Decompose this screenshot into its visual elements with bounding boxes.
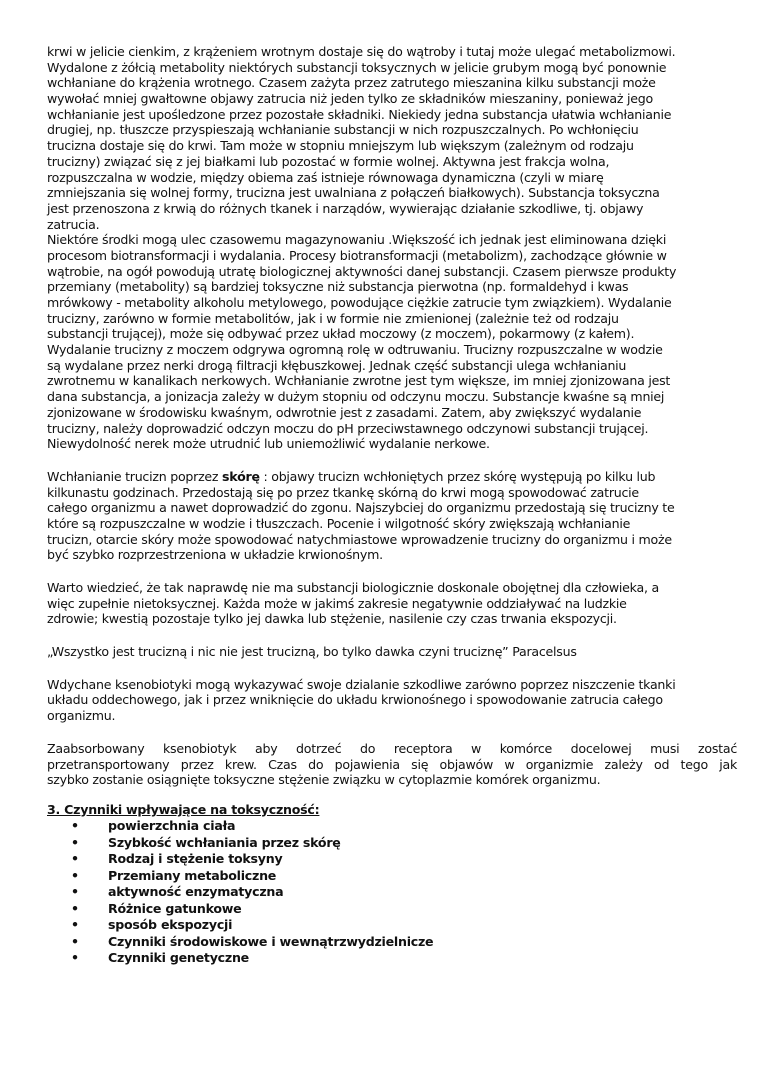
text-line: wątrobie, na ogół powodują utratę biologicznej aktywności danej substancji. Czasem pierwsze produkty	[47, 263, 677, 279]
text-line: układu oddechowego, jak i przez wniknięcie do układu krwionośnego i spowodowanie zatrucia całego	[47, 692, 663, 708]
text-line: wchłaniane do krążenia wrotnego. Czasem zażyta przez zatrutego mieszanina kilku substancji może	[47, 75, 656, 91]
text-line: rozpuszczalna w wodzie, między obiema zaś istnieje równowaga dynamiczna (czyli w miarę	[47, 169, 604, 185]
paragraph-transport	[47, 741, 737, 788]
list-item	[47, 868, 737, 885]
text-line: dana substancja, a jonizacja zależy w dużym stopniu od odczynu moczu. Substancje kwaśne są mniej	[47, 389, 665, 405]
text-line: zjonizowane w środowisku kwaśnym, odwrotnie jest z zasadami. Zatem, aby zwiększyć wydalanie	[47, 404, 642, 420]
text-line: mrówkowy - metabolity alkoholu metylowego, powodujące ciężkie zatrucie tym związkiem). Wydalanie	[47, 295, 672, 310]
bullet-icon: •	[71, 818, 79, 834]
list-item	[47, 835, 737, 852]
factors-list	[47, 818, 737, 967]
paragraph-absorption	[47, 44, 737, 232]
text-line: szybko zostanie osiągnięte toksyczne stężenie związku w cytoplazmie komórek organizmu.	[47, 772, 601, 788]
list-item	[47, 818, 737, 835]
text-line: trucizna dostaje się do krwi. Tam może w stopniu mniejszym lub większym (zależnym od rodzaju	[47, 138, 634, 154]
bullet-icon: •	[71, 950, 79, 966]
text-line: Warto wiedzieć, że tak naprawdę nie ma substancji biologicznie doskonale obojętnej dla człowieka, a	[47, 580, 659, 595]
text-line: krwi w jelicie cienkim, z krążeniem wrotnym dostaje się do wątroby i tutaj może ulegać metabolizmowi.	[47, 44, 676, 59]
text-line: substancji trującej), może się odbywać przez układ moczowy (z moczem), pokarmowy (z kałem).	[47, 326, 635, 342]
text-line: Wydalone z żółcią metabolity niektórych substancji toksycznych w jelicie grubym mogą być ponownie	[47, 59, 667, 75]
bullet-icon: •	[71, 867, 79, 883]
text-line: zmniejszania się wolnej formy, trucizna jest uwalniana z połączeń białkowych). Substancja toksyczna	[47, 185, 660, 201]
bullet-icon: •	[71, 851, 79, 867]
text: : objawy trucizn wchłoniętych przez skórę występują po kilku lub	[259, 468, 656, 484]
text-line: Niewydolność nerek może utrudnić lub uniemożliwić wydalanie nerkowe.	[47, 436, 490, 452]
list-item	[47, 901, 737, 918]
list-item-label: Rodzaj i stężenie toksyny	[108, 851, 283, 867]
text-line: są wydalane przez nerki drogą filtracji kłębuszkowej. Jednak część substancji ulega wchłanianiu	[47, 357, 627, 373]
text-line: zatrucia.	[47, 216, 100, 232]
text-line: Zaabsorbowany ksenobiotyk aby dotrzeć do receptora w komórce docelowej musi zostać	[47, 740, 737, 756]
paragraph-elimination	[47, 232, 737, 452]
text-line: które są rozpuszczalne w wodzie i tłuszczach. Pocenie i wilgotność skóry zwiększają wchłanianie	[47, 515, 631, 531]
paragraph-inhaled	[47, 677, 737, 724]
text-line: trucizny, zarówno w formie metabolitów, jak i w formie nie zmienionej (zależnie też od rodzaju	[47, 310, 619, 326]
text-line: organizmu.	[47, 708, 116, 724]
text-line: trucizny) związać się z jej białkami lub pozostać w formie wolnej. Aktywna jest frakcja wolna,	[47, 153, 610, 169]
text-line: procesom biotransformacji i wydalania. Procesy biotransformacji (metabolizm), zachodzące głównie w	[47, 247, 667, 263]
text-line: kilkunastu godzinach. Przedostają się po przez tkankę skórną do krwi mogą spowodować zatrucie	[47, 484, 639, 500]
text-line: przemiany (metabolity) są bardziej toksyczne niż substancja pierwotna (np. formaldehyd i kwas	[47, 279, 629, 295]
text-line: całego organizmu a nawet doprowadzić do zgonu. Najszybciej do organizmu przedostają się trucizny te	[47, 500, 675, 516]
list-item-label: aktywność enzymatyczna	[108, 884, 284, 900]
text-line: jest przenoszona z krwią do różnych tkanek i narządów, wywierając działanie szkodliwe, tj. objawy	[47, 200, 644, 216]
text-line: zwrotnemu w kanalikach nerkowych. Wchłanianie zwrotne jest tym większe, im mniej zjonizowana jest	[47, 373, 671, 389]
text-line: wywołać mniej gwałtowne objawy zatrucia niż jeden tylko ze składników mieszaniny, ponieważ jego	[47, 91, 653, 107]
list-item	[47, 950, 737, 967]
list-item-label: Czynniki genetyczne	[108, 950, 249, 966]
bullet-icon: •	[71, 917, 79, 933]
skin-first-line	[47, 469, 737, 485]
list-item	[47, 934, 737, 951]
list-item-label: Przemiany metaboliczne	[108, 867, 277, 883]
text-line: trucizn, otarcie skóry może spowodować natychmiastowe wprowadzenie trucizny do organizmu i może	[47, 531, 672, 547]
list-item-label: powierzchnia ciała	[108, 818, 236, 834]
bullet-icon: •	[71, 884, 79, 900]
list-item	[47, 884, 737, 901]
text-line: Niektóre środki mogą ulec czasowemu magazynowaniu .Większość ich jednak jest eliminowana dzięki	[47, 232, 667, 248]
list-item-label: Szybkość wchłaniania przez skórę	[108, 834, 341, 850]
list-item-label: Czynniki środowiskowe i wewnątrzwydzielnicze	[108, 933, 434, 949]
paragraph-warto	[47, 580, 737, 627]
bullet-icon: •	[71, 933, 79, 949]
list-item-label: Różnice gatunkowe	[108, 900, 242, 916]
text-line: więc zupełnie nietoksycznej. Każda może w jakimś zakresie negatywnie oddziaływać na ludzkie	[47, 595, 627, 611]
bullet-icon: •	[71, 900, 79, 916]
list-item	[47, 851, 737, 868]
bold-term: skórę	[222, 468, 260, 484]
section-heading: 3. Czynniki wpływające na toksyczność:	[47, 801, 320, 817]
text-line: Wdychane ksenobiotyki mogą wykazywać swoje dzialanie szkodliwe zarówno poprzez niszczenie tkanki	[47, 676, 676, 692]
list-item-label: sposób ekspozycji	[108, 917, 233, 933]
bullet-icon: •	[71, 834, 79, 850]
text-line: zdrowie; kwestią pozostaje tylko jej dawka lub stężenie, nasilenie czy czas trwania ekspozycji.	[47, 611, 617, 627]
paracelsus-quote: „Wszystko jest trucizną i nic nie jest trucizną, bo tylko dawka czyni truciznę” Paracelsus	[47, 644, 577, 660]
text-line: Wydalanie trucizny z moczem odgrywa ogromną rolę w odtruwaniu. Trucizny rozpuszczalne w wodzie	[47, 342, 663, 358]
list-item	[47, 917, 737, 934]
text-line: być szybko rozprzestrzeniona w układzie krwionośnym.	[47, 547, 383, 563]
text-line: przetransportowany przez krew. Czas do pojawienia się objawów w organizmie zależy od tego jak	[47, 756, 737, 772]
document-page	[47, 44, 737, 967]
text-line: trucizny, należy doprowadzić odczyn moczu do pH przeciwstawnego odczynowi substancji trującej.	[47, 420, 649, 436]
paragraph-skin	[47, 469, 737, 563]
text-line: drugiej, np. tłuszcze przyspieszają wchłanianie substancji w nich rozpuszczalnych. Po wchłonięciu	[47, 122, 639, 138]
skin-lines	[47, 485, 737, 563]
text-line: wchłanianie jest upośledzone przez pozostałe składniki. Niekiedy jedna substancja ułatwia wchłanianie	[47, 106, 672, 122]
text: Wchłanianie trucizn poprzez	[47, 468, 223, 484]
